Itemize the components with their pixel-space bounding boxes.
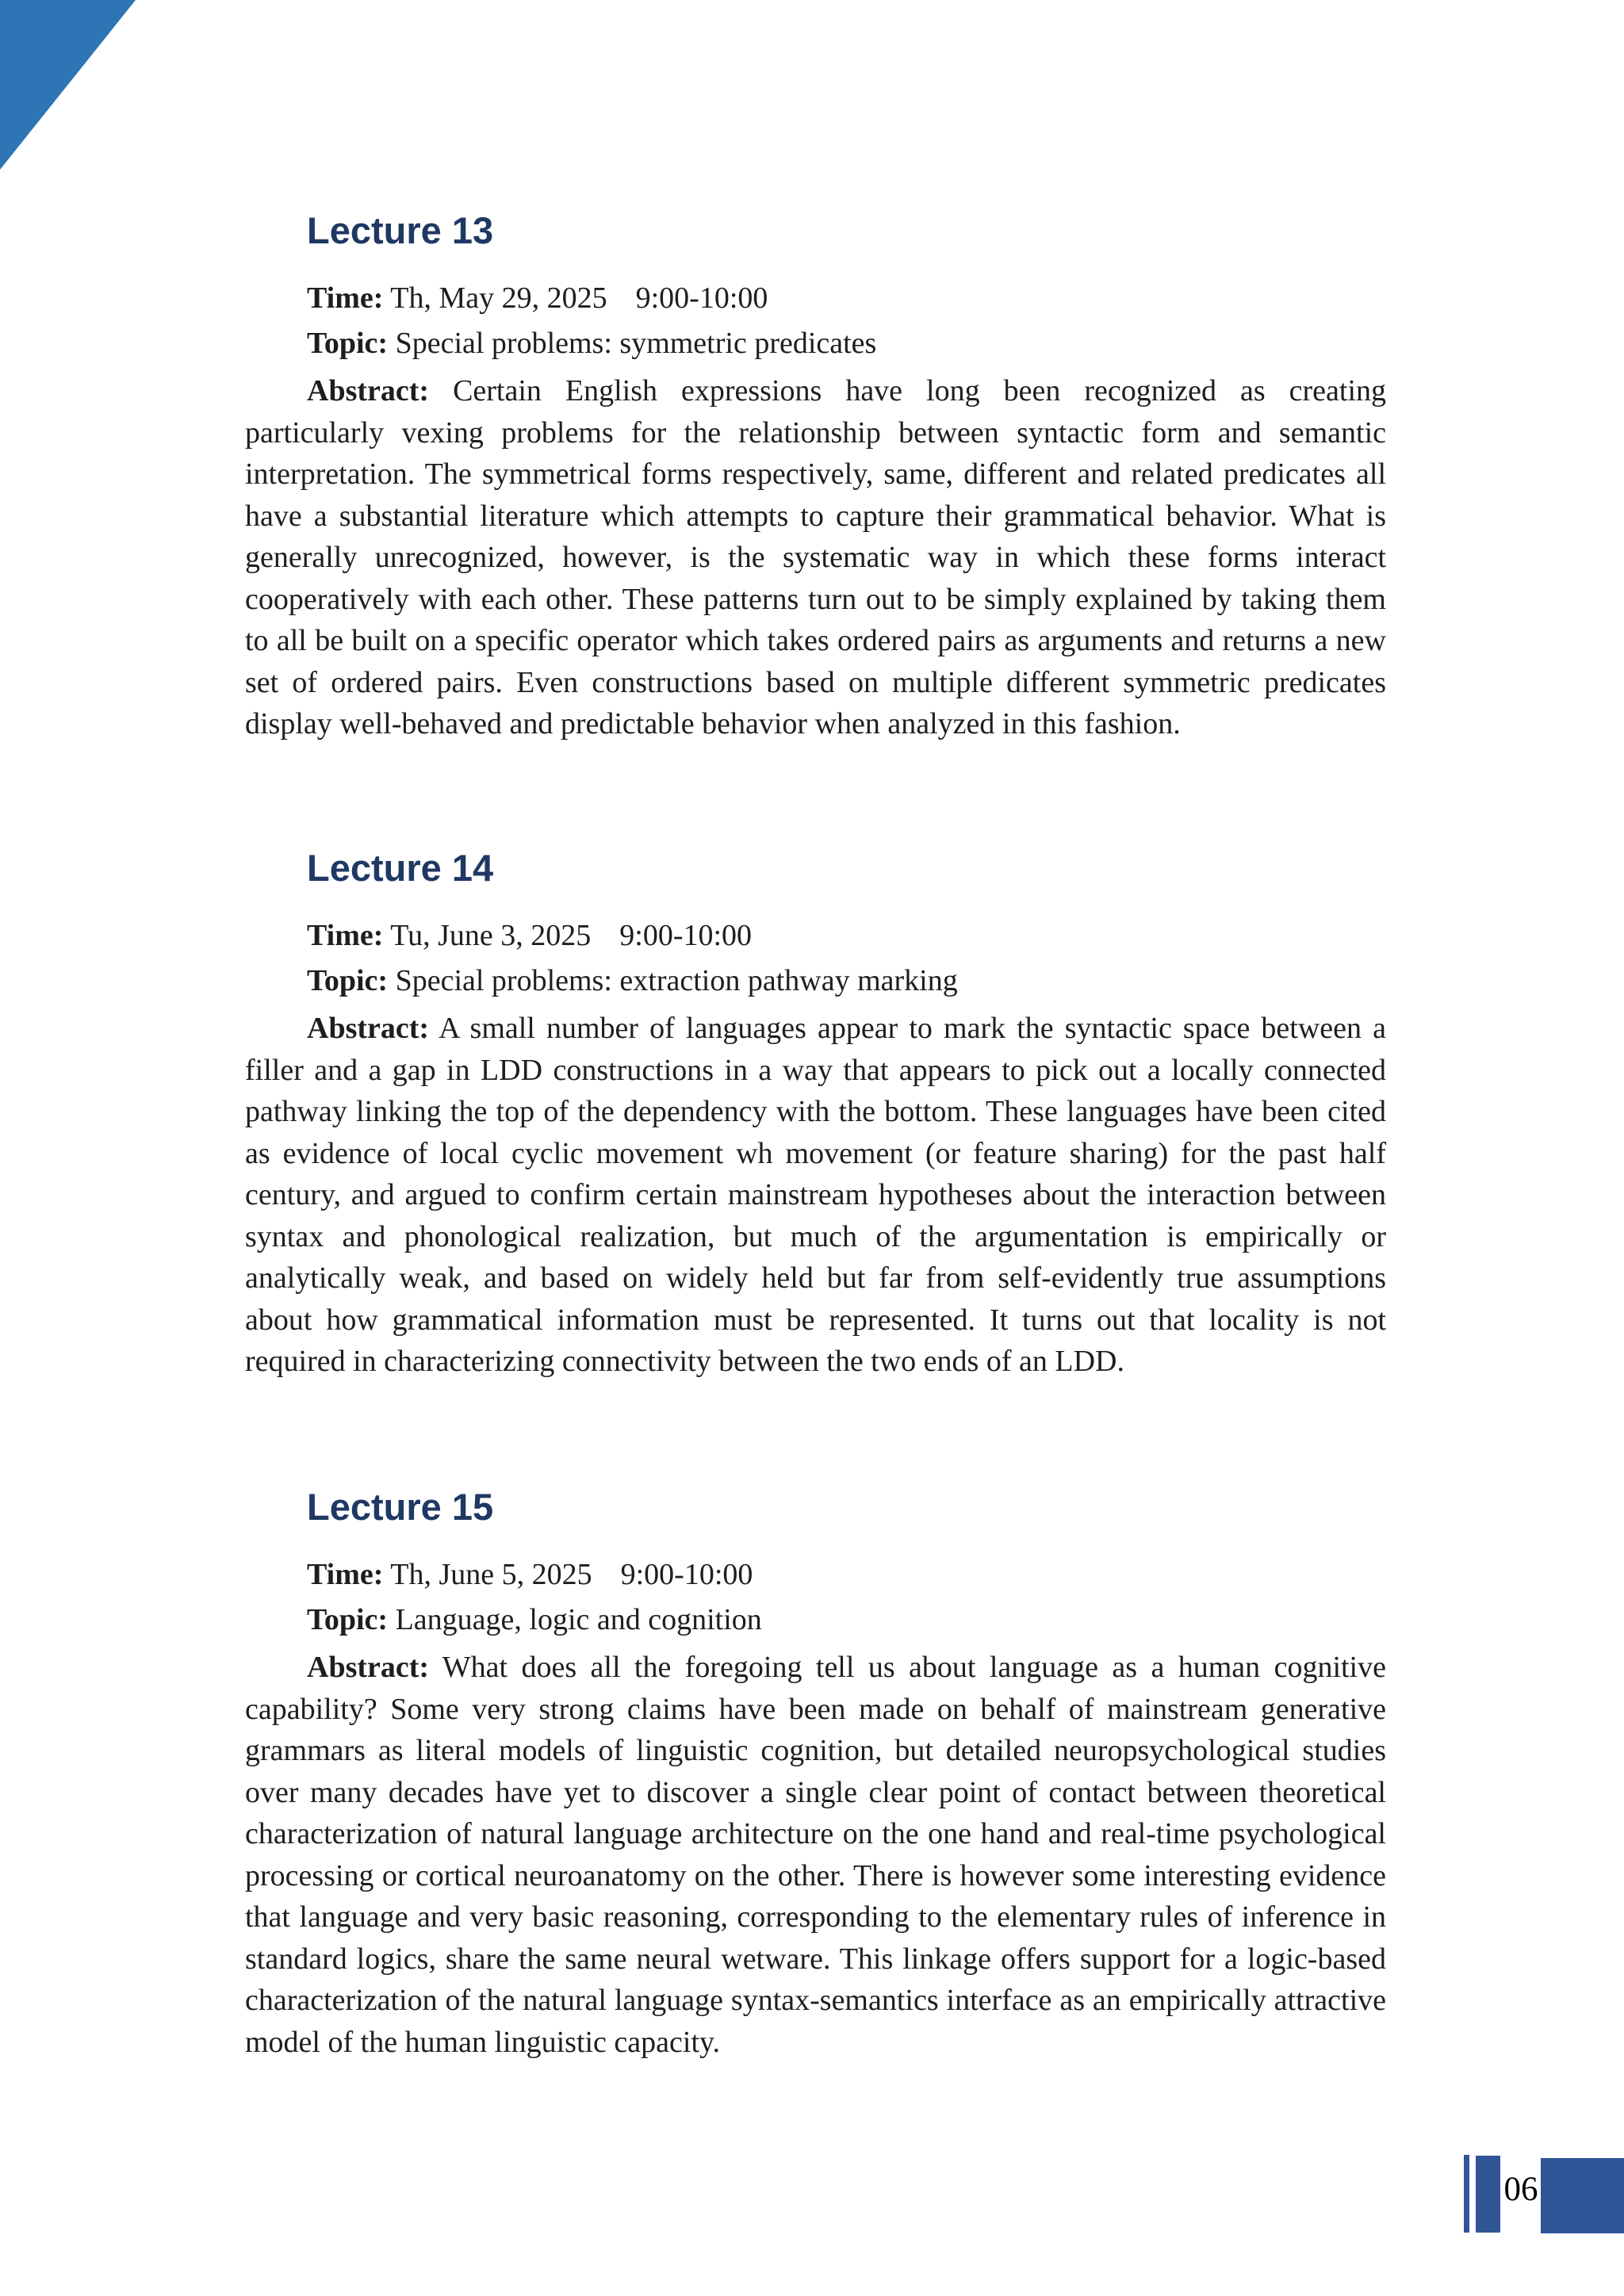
page-number: 06 (1503, 2171, 1538, 2208)
time-label: Time: (307, 1558, 384, 1591)
lecture-title: Lecture 15 (307, 1486, 494, 1528)
topic-value: Language, logic and cognition (395, 1603, 762, 1636)
abstract-text: What does all the foregoing tell us about language as a human cognitive capability? Some very strong claims have been made on behalf of mainstream generative grammars as literal models of linguistic cognition, but detailed neuropsychological studies over many decades have yet to discover a single clear point of contact between theoretical characterization of natural language architecture on the one hand and real-time psychological processing or cortical neuroanatomy on the other. There is however some interesting evidence that language and very basic reasoning, corresponding to the elementary rules of inference in standard logics, share the same neural wetware. This linkage offers support for a logic-based characterization of the natural language syntax-semantics interface as an empirically attractive model of the human linguistic capacity. (245, 1651, 1386, 2059)
footer-accent-thin-bar (1464, 2155, 1469, 2233)
abstract-text: Certain English expressions have long been recognized as creating particularly vexing problems for the relationship between syntactic form and semantic interpretation. The symmetrical forms respectively, same, different and related predicates all have a substantial literature which attempts to capture their grammatical behavior. What is generally unrecognized, however, is the systematic way in which these forms interact cooperatively with each other. These patterns turn out to be simply explained by taking them to all be built on a specific operator which takes ordered pairs as arguments and returns a new set of ordered pairs. Even constructions based on multiple different symmetric predicates display well-behaved and predictable behavior when analyzed in this fashion. (245, 374, 1387, 740)
topic-line (245, 321, 1386, 366)
footer-accent-thick-bar (1476, 2156, 1500, 2233)
time-value: Th, June 5, 2025 (390, 1558, 592, 1591)
time-line (245, 1552, 1386, 1598)
abstract-label: Abstract: (307, 1651, 430, 1684)
lecture-meta (245, 913, 1386, 1004)
time-value: Th, May 29, 2025 (390, 281, 607, 315)
lecture-title: Lecture 14 (307, 847, 494, 889)
lecture-section-15 (245, 1486, 1386, 2063)
time-hours: 9:00-10:00 (635, 281, 768, 315)
time-line (245, 276, 1386, 321)
lecture-section-13 (245, 209, 1386, 745)
topic-value: Special problems: symmetric predicates (395, 327, 877, 360)
topic-label: Topic: (307, 1603, 389, 1636)
abstract-text: A small number of languages appear to mark the syntactic space between a filler and a gap in LDD constructions in a way that appears to pick out a locally connected pathway linking the top of the dependency with the bottom. These languages have been cited as evidence of local cyclic movement wh movement (or feature sharing) for the past half century, and argued to confirm certain mainstream hypotheses about the interaction between syntax and phonological realization, but much of the argumentation is empirically or analytically weak, and based on widely held but far from self-evidently true assumptions about how grammatical information must be represented. It turns out that locality is not required in characterizing connectivity between the two ends of an LDD. (245, 1012, 1386, 1378)
corner-accent-triangle (0, 0, 136, 170)
time-label: Time: (307, 281, 384, 315)
abstract-paragraph (245, 370, 1386, 745)
lecture-section-14 (245, 847, 1386, 1383)
time-line (245, 913, 1386, 959)
time-value: Tu, June 3, 2025 (390, 919, 592, 952)
abstract-label: Abstract: (307, 1012, 430, 1045)
topic-value: Special problems: extraction pathway marking (395, 964, 958, 997)
abstract-paragraph (245, 1647, 1386, 2063)
topic-label: Topic: (307, 327, 389, 360)
topic-line (245, 1598, 1386, 1643)
abstract-paragraph (245, 1008, 1386, 1383)
lecture-meta (245, 1552, 1386, 1643)
footer-accent-block (1541, 2158, 1624, 2233)
time-hours: 9:00-10:00 (619, 919, 753, 952)
topic-label: Topic: (307, 964, 389, 997)
abstract-label: Abstract: (307, 374, 430, 408)
time-label: Time: (307, 919, 384, 952)
topic-line (245, 959, 1386, 1004)
lecture-title: Lecture 13 (307, 209, 494, 251)
lecture-meta (245, 276, 1386, 366)
time-hours: 9:00-10:00 (620, 1558, 753, 1591)
